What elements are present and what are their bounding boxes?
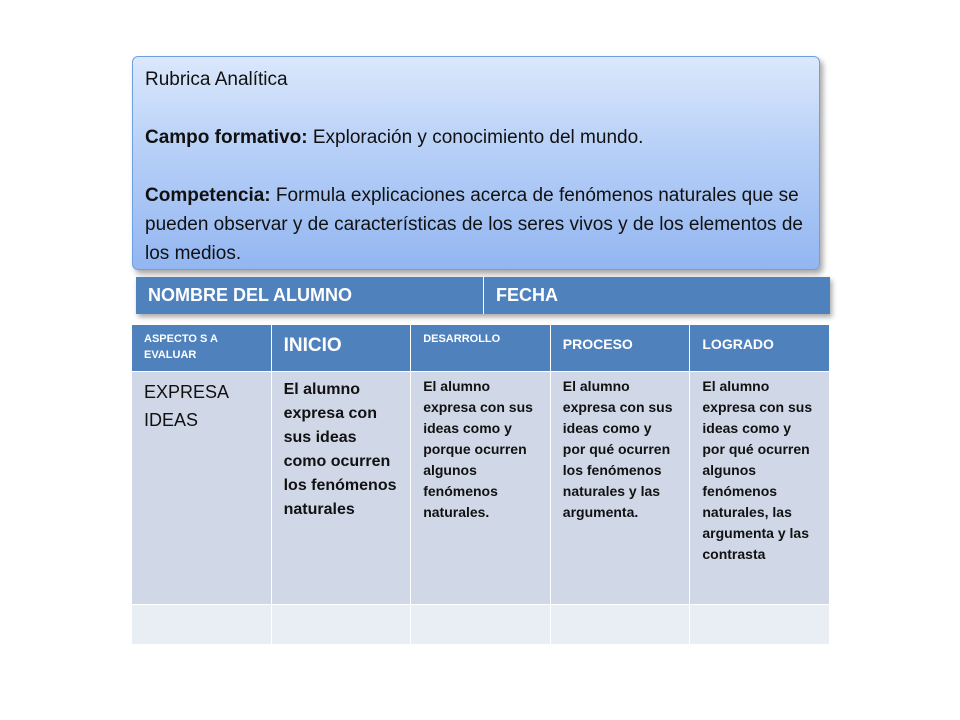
cell-proceso: El alumno expresa con sus ideas como y por qué ocurren los fenómenos naturales y las argumenta. (550, 372, 690, 605)
student-name-bar (136, 277, 830, 314)
rubric-header-row (132, 325, 830, 372)
spacer (145, 152, 807, 181)
campo-formativo-line (145, 123, 807, 152)
competencia-line (145, 181, 807, 268)
rubric-title: Rubrica Analítica (145, 69, 288, 90)
table-row (132, 372, 830, 605)
competencia-label: Competencia: (145, 185, 271, 206)
empty-cell (411, 605, 551, 645)
cell-aspect: EXPRESA IDEAS (132, 372, 272, 605)
empty-cell (271, 605, 411, 645)
competencia-value: Formula explicaciones acerca de fenómenos naturales que se pueden observar y de características de los seres vivos y de los elementos de los medios. (145, 185, 803, 264)
header-inicio: INICIO (271, 325, 411, 372)
empty-cell (132, 605, 272, 645)
header-aspecto: ASPECTO S A EVALUAR (132, 325, 272, 372)
header-proceso: PROCESO (550, 325, 690, 372)
empty-cell (690, 605, 830, 645)
cell-logrado: El alumno expresa con sus ideas como y por qué ocurren algunos fenómenos naturales, las argumenta y las contrasta (690, 372, 830, 605)
date-label: FECHA (496, 285, 558, 305)
rubric-info-box (132, 56, 820, 270)
cell-inicio: El alumno expresa con sus ideas como ocurren los fenómenos naturales (271, 372, 411, 605)
header-desarrollo: DESARROLLO (411, 325, 551, 372)
campo-formativo-value: Exploración y conocimiento del mundo. (307, 127, 644, 148)
rubric-table (131, 324, 830, 645)
cell-desarrollo: El alumno expresa con sus ideas como y porque ocurren algunos fenómenos naturales. (411, 372, 551, 605)
empty-table-row (132, 605, 830, 645)
spacer (145, 94, 807, 123)
campo-formativo-label: Campo formativo: (145, 127, 308, 148)
header-logrado: LOGRADO (690, 325, 830, 372)
empty-cell (550, 605, 690, 645)
student-name-label: NOMBRE DEL ALUMNO (136, 277, 484, 314)
